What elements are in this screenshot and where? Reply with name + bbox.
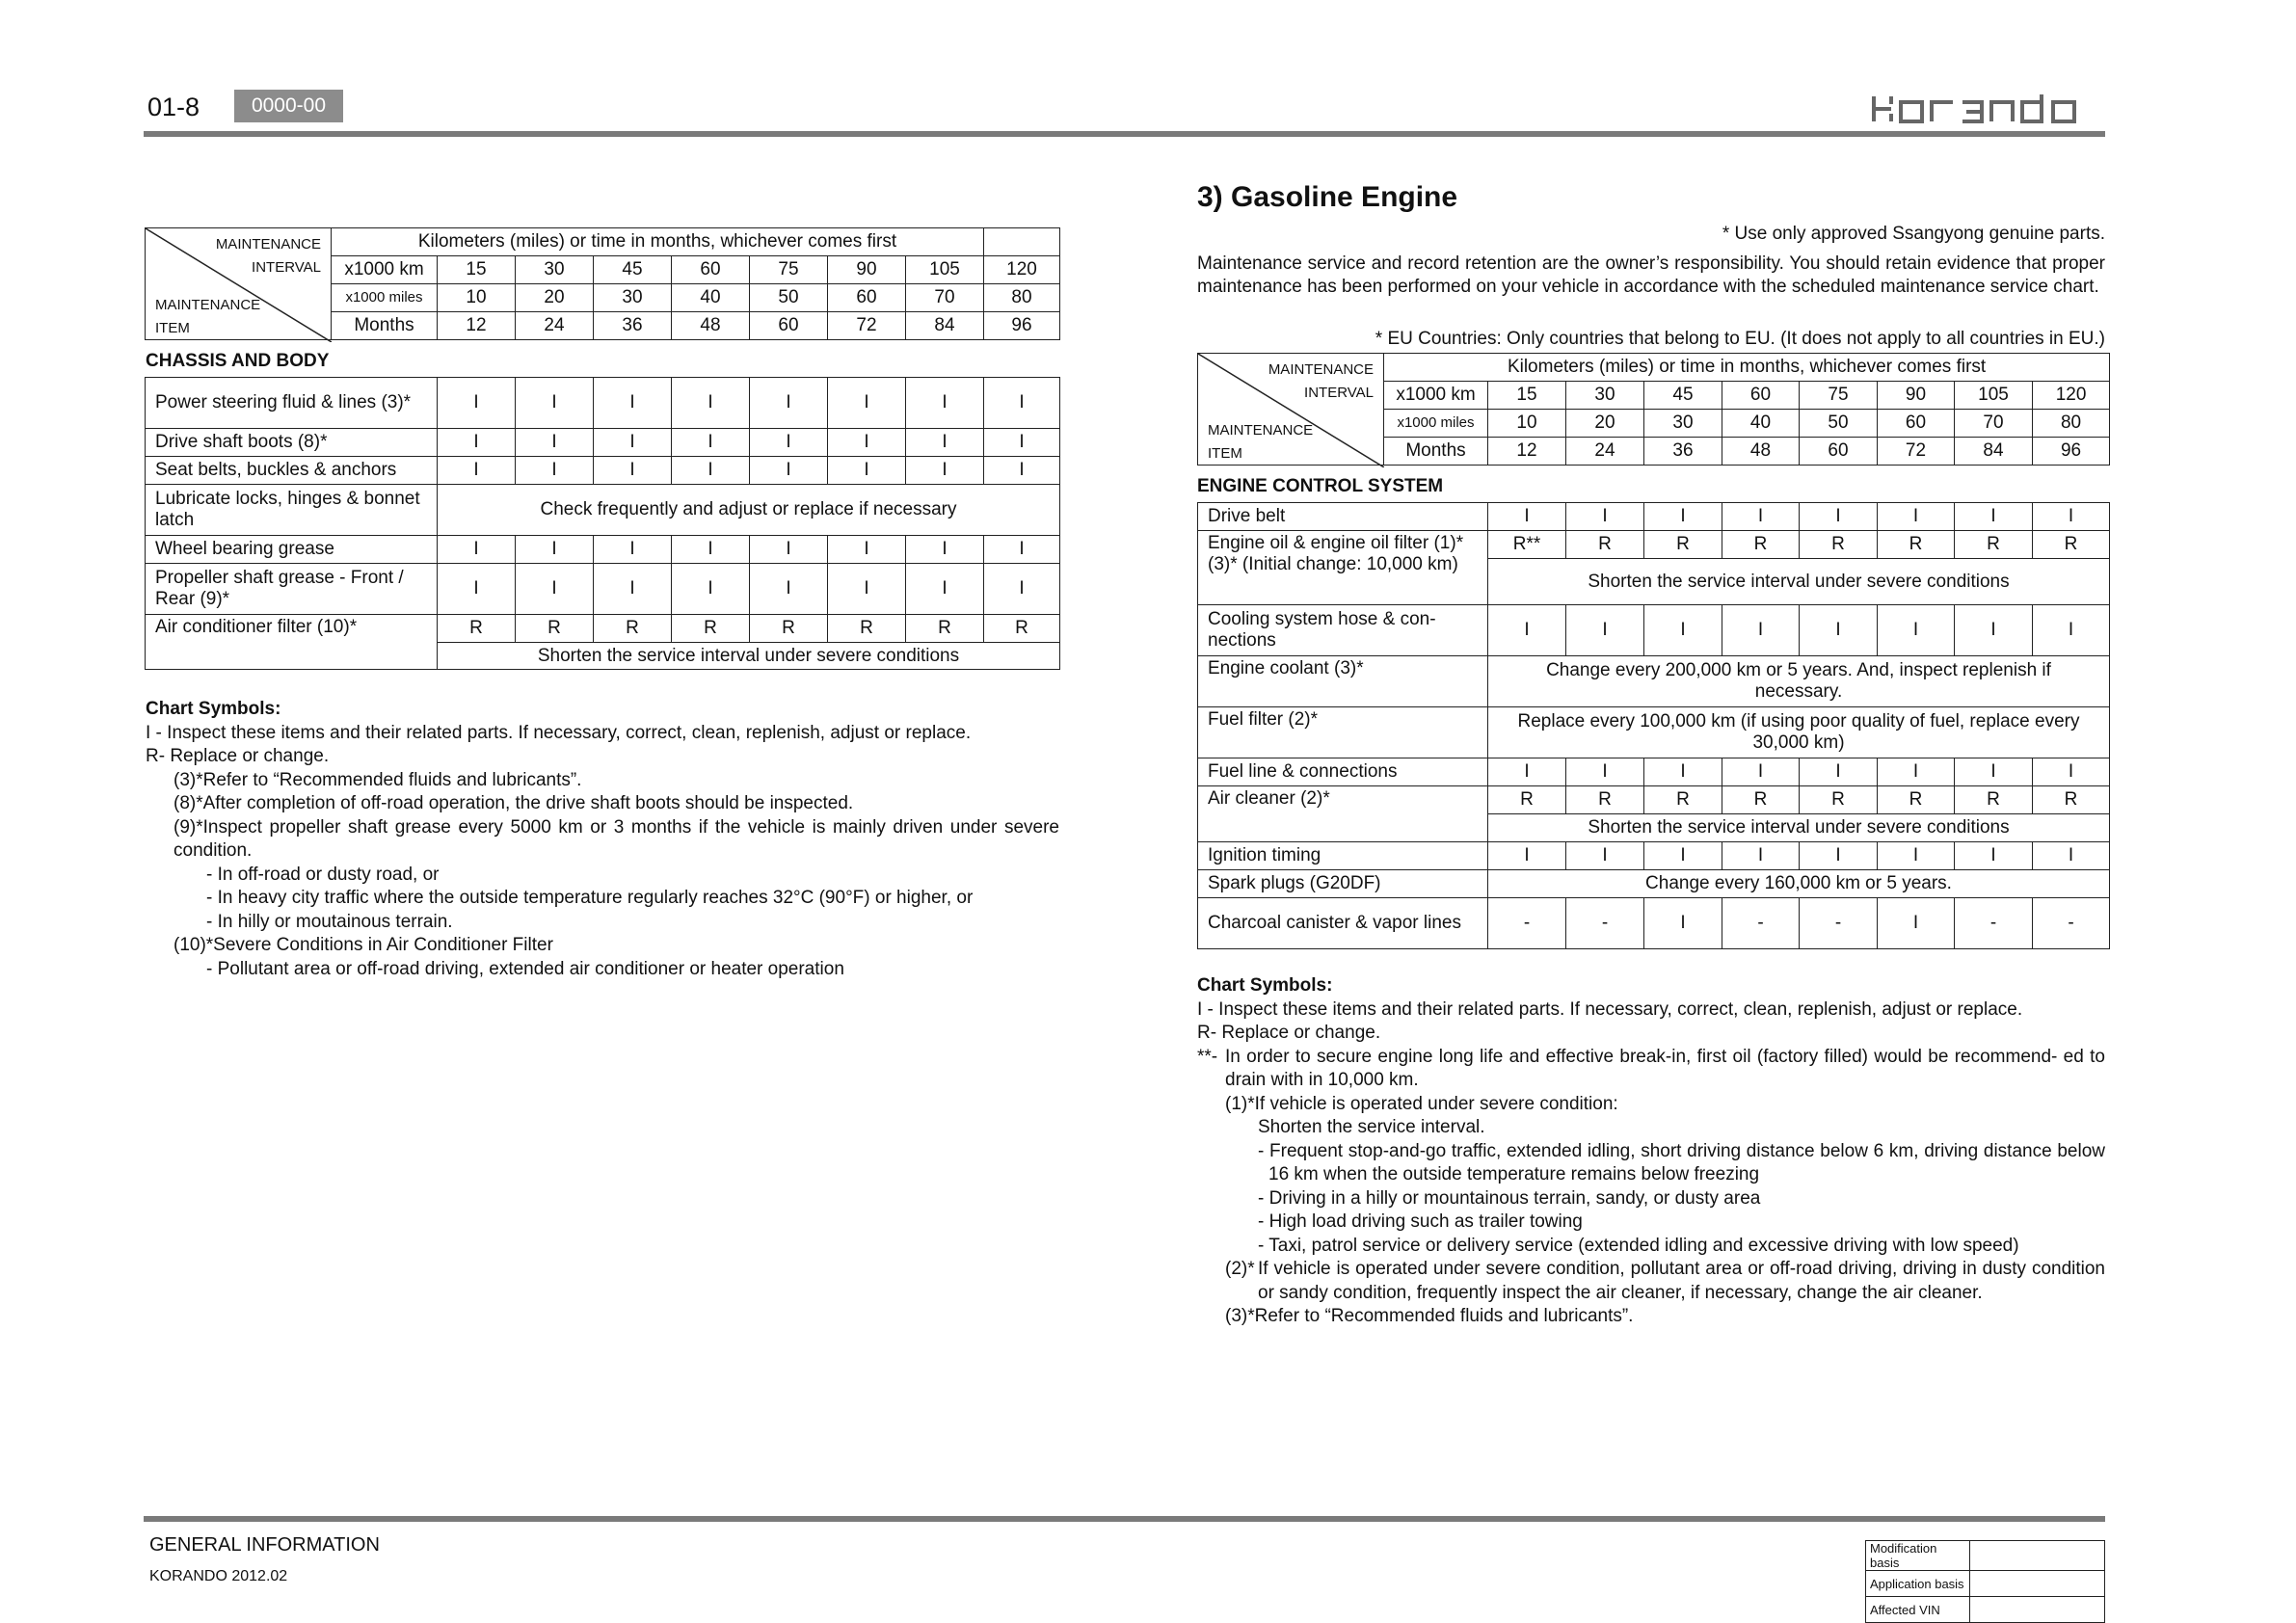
months-row: Months 12 24 36 48 60 72 84 96 — [1198, 438, 2110, 466]
table-row: Fuel filter (2)* Replace every 100,000 km (if using poor quality of fuel, replace every 30,000 km) — [1198, 707, 2110, 758]
table-row: Engine coolant (3)* Change every 200,000 km or 5 years. And, inspect replenish if necessary. — [1198, 656, 2110, 707]
footer-model-date: KORANDO 2012.02 — [149, 1568, 288, 1584]
miles-row: x1000 miles 10 20 30 40 50 60 70 80 — [1198, 410, 2110, 438]
table-row: Engine oil & engine oil filter (1)* (3)* (Initial change: 10,000 km) R** R R R R R R R — [1198, 531, 2110, 559]
corner-maintenance-label-2: MAINTENANCE — [155, 297, 261, 313]
table-row: Wheel bearing grease I I I I I I I I — [146, 536, 1060, 564]
chassis-maintenance-table — [145, 227, 1060, 340]
chassis-section-title: CHASSIS AND BODY — [146, 351, 330, 371]
engine-interval-table — [1197, 353, 2110, 466]
table-row: Cooling system hose & con- nections I I I I I I I I — [1198, 605, 2110, 656]
chassis-items-table — [145, 377, 1060, 670]
table-row: Fuel line & connections I I I I I I I I — [1198, 758, 2110, 786]
table-row: Ignition timing I I I I I I I I — [1198, 842, 2110, 870]
corner-maintenance-label: MAINTENANCE — [215, 236, 321, 253]
modification-table: Modification basis Application basis Affected VIN — [1865, 1540, 2105, 1623]
table-row: Shorten the service interval under severe conditions — [146, 643, 1060, 670]
table-row: Charcoal canister & vapor lines - - I - - I - - — [1198, 898, 2110, 949]
genuine-parts-note: * Use only approved Ssangyong genuine parts. — [1722, 224, 2105, 244]
footer-section-name: GENERAL INFORMATION — [149, 1534, 380, 1556]
table-corner-cell — [146, 228, 332, 340]
table-row: Shorten the service interval under severe conditions — [1198, 559, 2110, 605]
table-row: Lubricate locks, hinges & bonnet latch Check frequently and adjust or replace if necessary — [146, 485, 1060, 536]
km-row: x1000 km 15 30 45 60 75 90 105 120 — [146, 256, 1060, 284]
corner-item-label: ITEM — [155, 320, 190, 336]
table-row: Power steering fluid & lines (3)* I I I I I I I I — [146, 378, 1060, 429]
table-corner-cell: MAINTENANCE INTERVAL MAINTENANCE ITEM — [1198, 354, 1384, 466]
engine-section-title: ENGINE CONTROL SYSTEM — [1197, 476, 1444, 496]
table-row: Drive belt I I I I I I I I — [1198, 503, 2110, 531]
corner-interval-label: INTERVAL — [252, 259, 321, 276]
document-code-badge: 0000-00 — [234, 90, 343, 122]
table-row: Spark plugs (G20DF) Change every 160,000 km or 5 years. — [1198, 870, 2110, 898]
intro-paragraph: Maintenance service and record retention are the owner’s responsibility. You should retain evidence that proper maintenance has been performed on your vehicle in accordance with the scheduled maintenance service chart. — [1197, 253, 2105, 297]
km-row: x1000 km 15 30 45 60 75 90 105 120 — [1198, 382, 2110, 410]
table-row: Shorten the service interval under severe conditions — [1198, 814, 2110, 842]
footer-divider — [144, 1516, 2105, 1522]
interval-header: Kilometers (miles) or time in months, whichever comes first — [332, 228, 984, 256]
left-chart-symbols: Chart Symbols: I - Inspect these items and their related parts. If necessary, correct, clean, replenish, adjust or replace. R- Replace or change. (3)*Refer to “Recommended fluids and lubricants”. (8)*After completion of off-road operation, the drive shaft boots should be inspected. (9)*Inspect propeller shaft grease every 5000 km or 3 months if the vehicle is mainly driven under severe condition. - In off-road or dusty road, or - In heavy city traffic where the outside temperature regularly reaches 32°C (90°F) or higher, or - In hilly or moutainous terrain. (10)*Severe Conditions in Air Conditioner Filter - Pollutant area or off-road driving, extended air conditioner or heater operation — [146, 699, 1059, 979]
table-row: Propeller shaft grease - Front / Rear (9)* I I I I I I I I — [146, 564, 1060, 615]
table-row: Air conditioner filter (10)* R R R R R R R R — [146, 615, 1060, 643]
eu-note: * EU Countries: Only countries that belong to EU. (It does not apply to all countries in EU.) — [1375, 329, 2105, 349]
interval-header: Kilometers (miles) or time in months, whichever comes first — [1384, 354, 2110, 382]
header-divider — [144, 131, 2105, 137]
table-row: Seat belts, buckles & anchors I I I I I I I I — [146, 457, 1060, 485]
months-row: Months 12 24 36 48 60 72 84 96 — [146, 312, 1060, 340]
engine-items-table — [1197, 502, 2110, 949]
page-number: 01-8 — [147, 93, 200, 121]
section-title-gasoline-engine: 3) Gasoline Engine — [1197, 181, 1458, 213]
korando-logo — [1870, 93, 2097, 125]
table-row: Air cleaner (2)* R R R R R R R R — [1198, 786, 2110, 814]
right-chart-symbols: Chart Symbols: I - Inspect these items and their related parts. If necessary, correct, clean, replenish, adjust or replace. R- Replace or change. **- In order to secure engine long life and effective break-in, first oil (factory filled) would be recommend- ed to drain with in 10,000 km. (1)*If vehicle is operated under severe condition: Shorten the service interval. - Frequent stop-and-go traffic, extended idling, short driving distance below 6 km, driving distance below 16 km when the outside temperature remains below freezing - Driving in a hilly or mountainous terrain, sandy, or dusty area - High load driving such as trailer towing - Taxi, patrol service or delivery service (extended idling and excessive driving with low speed) (2)* If vehicle is operated under severe condition, pollutant area or off-road driving, driving in dusty condition or sandy condition, frequently inspect the air cleaner, if necessary, change the air cleaner. (3)*Refer to “Recommended fluids and lubricants”. — [1197, 975, 2105, 1326]
table-row: Drive shaft boots (8)* I I I I I I I I — [146, 429, 1060, 457]
miles-row: x1000 miles 10 20 30 40 50 60 70 80 — [146, 284, 1060, 312]
